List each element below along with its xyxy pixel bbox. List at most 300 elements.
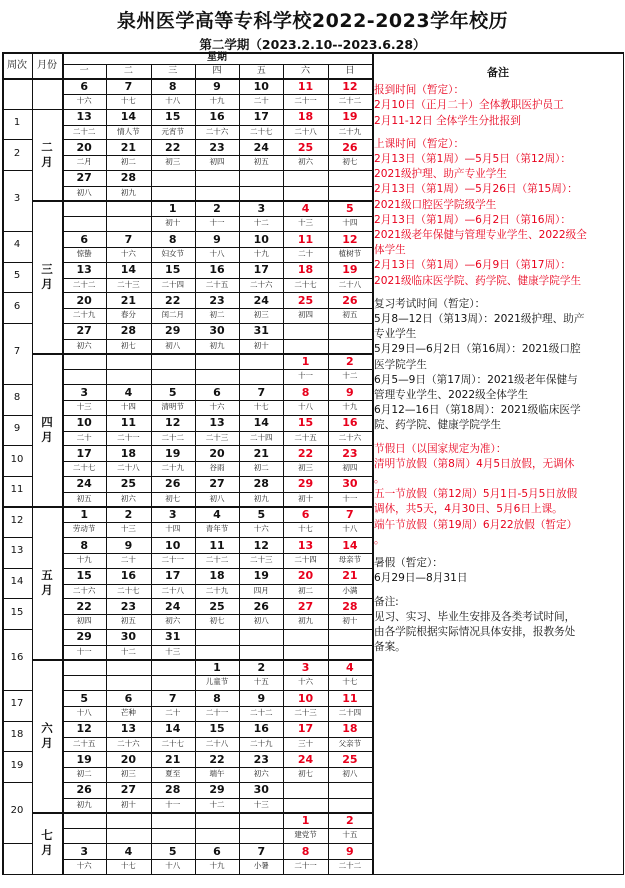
row-divider xyxy=(62,553,372,554)
lunar-label: 初三 xyxy=(253,310,269,320)
lunar-label: 十八 xyxy=(76,707,92,717)
week-divider xyxy=(2,109,32,110)
lunar-label: 初九 xyxy=(253,493,269,503)
day-number: 23 xyxy=(209,140,225,154)
lunar-label: 初五 xyxy=(76,493,92,503)
day-number: 28 xyxy=(342,599,358,613)
day-number: 27 xyxy=(76,171,92,185)
lunar-label: 十一 xyxy=(298,371,314,381)
day-number: 19 xyxy=(76,752,92,766)
lunar-label: 惊蛰 xyxy=(76,248,92,258)
lunar-label: 小暑 xyxy=(253,860,269,870)
day-number: 10 xyxy=(297,691,314,705)
month-divider xyxy=(32,109,62,110)
holiday-title: 节假日（以国家规定为准）： xyxy=(374,442,507,455)
week-number: 15 xyxy=(10,606,24,618)
lunar-label: 二十七 xyxy=(72,463,96,473)
week-number: 7 xyxy=(13,346,21,358)
lunar-label: 初十 xyxy=(342,616,358,626)
row-divider xyxy=(62,522,372,523)
day-number: 4 xyxy=(124,385,133,399)
note-line: 端午节放假（第19周）6月22放假（暂定） xyxy=(374,518,578,531)
day-number: 12 xyxy=(253,538,269,552)
day-number: 11 xyxy=(297,79,314,93)
day-number: 12 xyxy=(76,722,92,736)
day-number: 10 xyxy=(76,416,92,430)
report-section xyxy=(374,83,622,129)
day-number: 24 xyxy=(253,140,269,154)
row-divider xyxy=(62,737,372,738)
week-number: 20 xyxy=(10,805,24,817)
day-number: 4 xyxy=(346,660,354,674)
day-number: 21 xyxy=(342,569,358,583)
day-number: 10 xyxy=(165,538,181,552)
day-number: 14 xyxy=(342,538,358,552)
weekday-header: 一 xyxy=(79,66,89,76)
lunar-label: 初三 xyxy=(165,157,181,167)
lunar-label: 十五 xyxy=(342,830,358,840)
lunar-label: 初四 xyxy=(76,616,92,626)
lunar-label: 二十五 xyxy=(72,738,96,748)
day-number: 31 xyxy=(253,324,269,338)
holiday-lines xyxy=(374,457,622,548)
lunar-label: 二十九 xyxy=(72,310,96,320)
lunar-label: 十八 xyxy=(165,95,181,105)
week-divider xyxy=(2,292,32,293)
day-number: 17 xyxy=(253,263,269,277)
week-number: 1 xyxy=(13,116,21,128)
lunar-label: 二十六 xyxy=(117,738,140,748)
day-number: 21 xyxy=(253,446,269,460)
week-divider xyxy=(2,262,32,263)
lunar-label: 初十 xyxy=(253,340,269,350)
lunar-label: 十三 xyxy=(76,401,92,411)
day-number: 27 xyxy=(297,599,314,613)
note-line: 备案。 xyxy=(374,641,406,654)
lunar-label: 二十一 xyxy=(294,860,317,870)
lunar-label: 十一 xyxy=(209,218,225,228)
week-number: 18 xyxy=(10,728,24,740)
lunar-label: 十九 xyxy=(342,401,358,411)
day-number: 20 xyxy=(209,446,225,460)
summer-section xyxy=(374,556,622,586)
grid-line xyxy=(32,52,33,874)
lunar-label: 初八 xyxy=(342,769,358,779)
week-number: 17 xyxy=(10,698,24,710)
note-line: 2月13日（第1周）—6月2日（第16周）： xyxy=(374,213,571,226)
report-title: 报到时间（暂定）： xyxy=(374,84,465,97)
day-number: 11 xyxy=(297,232,314,246)
day-number: 7 xyxy=(124,232,133,246)
lunar-label: 二十二 xyxy=(205,554,229,564)
row-divider xyxy=(62,492,372,493)
lunar-label: 十二 xyxy=(209,799,225,809)
day-number: 4 xyxy=(301,201,310,215)
day-number: 29 xyxy=(297,477,314,491)
day-number: 25 xyxy=(120,477,137,491)
week-number: 14 xyxy=(10,575,24,587)
day-number: 5 xyxy=(346,201,354,215)
week-divider xyxy=(2,843,32,844)
lunar-label: 十一 xyxy=(76,646,92,656)
week-divider xyxy=(2,568,32,569)
lunar-label: 初四 xyxy=(298,310,314,320)
lunar-label: 十三 xyxy=(165,646,181,656)
week-divider xyxy=(2,384,32,385)
lunar-label: 十八 xyxy=(342,524,358,534)
lunar-label: 初七 xyxy=(120,340,136,350)
day-number: 18 xyxy=(297,263,314,277)
day-number: 13 xyxy=(209,416,225,430)
lunar-label: 二十九 xyxy=(338,126,362,136)
lunar-label: 初九 xyxy=(209,340,225,350)
day-number: 21 xyxy=(165,752,181,766)
note-line: 。 xyxy=(374,533,385,546)
lunar-label: 十九 xyxy=(253,248,269,258)
day-number: 1 xyxy=(301,813,310,827)
day-number: 27 xyxy=(120,783,137,797)
day-number: 13 xyxy=(76,110,92,124)
lunar-label: 二十七 xyxy=(250,126,273,136)
lunar-label: 二月 xyxy=(76,157,92,167)
summer-title: 暑假（暂定）： xyxy=(374,557,443,570)
lunar-label: 二十八 xyxy=(338,279,362,289)
day-number: 30 xyxy=(342,477,358,491)
month-label: 四月 xyxy=(41,414,53,444)
weekday-header: 六 xyxy=(301,66,311,76)
week-divider xyxy=(2,537,32,538)
lunar-label: 二十六 xyxy=(205,126,229,136)
lunar-label: 初十 xyxy=(165,218,181,228)
notes-heading: 备注 xyxy=(487,66,509,79)
note-line: 管理专业学生、2022级全体学生 xyxy=(374,389,529,402)
exam-lines xyxy=(374,312,622,434)
day-number: 3 xyxy=(301,660,310,674)
class-title: 上课时间（暂定）： xyxy=(374,137,465,150)
class-section xyxy=(374,137,622,289)
day-number: 24 xyxy=(165,599,181,613)
lunar-label: 初六 xyxy=(253,769,269,779)
row-divider xyxy=(62,94,372,95)
lunar-label: 十六 xyxy=(209,401,225,411)
lunar-label: 情人节 xyxy=(117,126,140,136)
day-number: 17 xyxy=(253,110,269,124)
week-divider xyxy=(2,721,32,722)
note-line: 2021级口腔医学院级学生 xyxy=(374,198,497,211)
day-number: 18 xyxy=(342,722,358,736)
lunar-label: 妇女节 xyxy=(161,248,184,258)
lunar-label: 春分 xyxy=(120,310,136,320)
day-number: 11 xyxy=(120,416,137,430)
day-number: 25 xyxy=(209,599,225,613)
day-number: 29 xyxy=(165,324,181,338)
lunar-label: 母亲节 xyxy=(338,554,362,564)
remark-lines xyxy=(374,610,622,656)
day-number: 24 xyxy=(253,293,269,307)
lunar-label: 青年节 xyxy=(205,524,229,534)
month-divider xyxy=(32,200,62,201)
lunar-label: 十二 xyxy=(120,646,136,656)
day-number: 8 xyxy=(301,385,310,399)
lunar-label: 初四 xyxy=(209,157,225,167)
day-number: 17 xyxy=(165,569,181,583)
day-number: 13 xyxy=(76,263,92,277)
day-number: 22 xyxy=(76,599,92,613)
semester-subtitle: 第二学期（2023.2.10--2023.6.28） xyxy=(199,37,426,52)
day-number: 19 xyxy=(342,263,358,277)
lunar-label: 初二 xyxy=(120,157,136,167)
day-number: 18 xyxy=(297,110,314,124)
day-number: 26 xyxy=(253,599,269,613)
week-divider xyxy=(2,415,32,416)
month-label: 七月 xyxy=(41,828,53,857)
day-number: 30 xyxy=(120,630,137,644)
note-line: 2月11-12日 全体学生分批报到 xyxy=(374,114,521,127)
day-number: 14 xyxy=(165,722,181,736)
day-number: 13 xyxy=(297,538,314,552)
day-number: 9 xyxy=(124,538,133,552)
day-number: 17 xyxy=(76,446,92,460)
lunar-label: 二十四 xyxy=(250,432,273,442)
lunar-label: 十六 xyxy=(120,248,136,258)
day-number: 5 xyxy=(168,844,177,858)
day-number: 11 xyxy=(342,691,358,705)
day-number: 1 xyxy=(80,507,88,521)
day-number: 6 xyxy=(213,385,221,399)
remark-title: 备注: xyxy=(374,595,399,608)
lunar-label: 二十三 xyxy=(205,432,229,442)
day-number: 31 xyxy=(165,630,181,644)
note-line: 清明节放假（第8周）4月5日放假，无调休 xyxy=(374,457,575,470)
row-divider xyxy=(62,828,372,829)
day-number: 4 xyxy=(124,844,133,858)
lunar-label: 初二 xyxy=(76,769,92,779)
day-number: 26 xyxy=(165,477,181,491)
lunar-label: 初五 xyxy=(120,616,136,626)
day-number: 5 xyxy=(80,691,88,705)
lunar-label: 夏至 xyxy=(165,769,181,779)
table-border xyxy=(623,52,625,874)
day-number: 26 xyxy=(342,140,358,154)
day-number: 3 xyxy=(80,385,88,399)
week-number: 11 xyxy=(10,484,24,496)
row-divider xyxy=(62,675,372,676)
lunar-label: 初五 xyxy=(253,157,269,167)
lunar-label: 建党节 xyxy=(294,830,317,840)
day-number: 25 xyxy=(297,293,314,307)
day-number: 25 xyxy=(342,752,358,766)
lunar-label: 初二 xyxy=(253,463,269,473)
day-number: 12 xyxy=(342,79,358,93)
week-number: 12 xyxy=(10,514,24,526)
note-line: 2021级老年保健与管理专业学生、2022级全 xyxy=(374,229,587,242)
lunar-label: 初七 xyxy=(209,616,225,626)
day-number: 8 xyxy=(213,691,221,705)
page-title: 泉州医学高等专科学校2022-2023学年校历 xyxy=(116,10,509,32)
day-number: 8 xyxy=(80,538,88,552)
notes-panel xyxy=(374,58,622,655)
day-number: 16 xyxy=(120,569,137,583)
lunar-label: 初六 xyxy=(165,616,181,626)
lunar-label: 二十六 xyxy=(250,279,273,289)
weekday-header: 五 xyxy=(256,66,266,76)
month-column-header: 月份 xyxy=(37,60,57,71)
lunar-label: 闰二月 xyxy=(161,310,184,320)
exam-section xyxy=(374,297,622,434)
row-divider xyxy=(62,584,372,585)
lunar-label: 元宵节 xyxy=(161,126,184,136)
lunar-label: 初六 xyxy=(120,493,136,503)
week-number: 3 xyxy=(13,193,21,205)
report-lines xyxy=(374,98,622,128)
lunar-label: 二十一 xyxy=(294,95,317,105)
day-number: 10 xyxy=(253,79,269,93)
note-line: 2月13日（第1周）—5月5日（第12周）： xyxy=(374,153,571,166)
month-divider xyxy=(32,659,62,660)
week-divider xyxy=(2,476,32,477)
weekday-group-header: 星期 xyxy=(207,52,227,63)
month-divider xyxy=(32,353,62,354)
lunar-label: 二十七 xyxy=(161,738,184,748)
week-number: 13 xyxy=(10,545,24,557)
day-number: 20 xyxy=(76,140,92,154)
day-number: 28 xyxy=(165,783,181,797)
note-line: 6月5—9日（第17周）：2021级老年保健与 xyxy=(374,373,578,386)
lunar-label: 初九 xyxy=(76,799,92,809)
lunar-label: 十八 xyxy=(165,860,181,870)
lunar-label: 二十二 xyxy=(338,860,362,870)
day-number: 3 xyxy=(257,201,266,215)
day-number: 22 xyxy=(165,293,181,307)
day-number: 29 xyxy=(209,783,225,797)
lunar-label: 十八 xyxy=(209,248,225,258)
week-divider xyxy=(2,323,32,324)
lunar-label: 十七 xyxy=(298,524,314,534)
lunar-label: 二十九 xyxy=(161,463,184,473)
day-number: 26 xyxy=(342,293,358,307)
lunar-label: 十一 xyxy=(342,493,358,503)
day-number: 27 xyxy=(209,477,225,491)
day-number: 11 xyxy=(209,538,225,552)
day-number: 15 xyxy=(297,416,314,430)
lunar-label: 植树节 xyxy=(338,248,362,258)
lunar-label: 二十二 xyxy=(338,95,362,105)
day-number: 12 xyxy=(342,232,358,246)
day-number: 9 xyxy=(213,232,221,246)
row-divider xyxy=(62,645,372,646)
note-line: 。 xyxy=(374,473,385,486)
lunar-label: 十九 xyxy=(76,554,92,564)
day-number: 16 xyxy=(209,263,225,277)
lunar-label: 二十一 xyxy=(161,554,184,564)
lunar-label: 二十四 xyxy=(161,279,184,289)
table-border xyxy=(2,874,624,876)
lunar-label: 初二 xyxy=(209,310,225,320)
day-number: 19 xyxy=(253,569,269,583)
lunar-label: 十六 xyxy=(76,860,92,870)
day-number: 22 xyxy=(165,140,181,154)
month-label: 五月 xyxy=(41,567,53,597)
lunar-label: 初九 xyxy=(298,616,314,626)
lunar-label: 十三 xyxy=(253,799,269,809)
lunar-label: 二十八 xyxy=(205,738,229,748)
lunar-label: 儿童节 xyxy=(205,677,229,687)
lunar-label: 十四 xyxy=(165,524,181,534)
day-number: 6 xyxy=(124,691,133,705)
lunar-label: 二十九 xyxy=(250,738,273,748)
lunar-label: 清明节 xyxy=(161,401,184,411)
day-number: 14 xyxy=(120,110,137,124)
day-number: 14 xyxy=(253,416,269,430)
lunar-label: 十九 xyxy=(209,860,225,870)
day-number: 28 xyxy=(120,324,137,338)
lunar-label: 十二 xyxy=(253,218,269,228)
day-number: 26 xyxy=(76,783,92,797)
lunar-label: 二十 xyxy=(253,95,269,105)
week-divider xyxy=(2,445,32,446)
day-number: 6 xyxy=(301,507,310,521)
lunar-label: 初五 xyxy=(342,310,358,320)
lunar-label: 父亲节 xyxy=(338,738,362,748)
day-number: 16 xyxy=(253,722,269,736)
weekday-header: 二 xyxy=(123,66,133,76)
lunar-label: 二十六 xyxy=(72,585,96,595)
lunar-label: 初二 xyxy=(298,585,314,595)
lunar-label: 二十三 xyxy=(294,707,317,717)
lunar-label: 二十八 xyxy=(161,585,184,595)
lunar-label: 二十九 xyxy=(205,585,229,595)
day-number: 6 xyxy=(80,232,88,246)
note-line: 2021级护理、助产专业学生 xyxy=(374,168,507,181)
row-divider xyxy=(62,155,372,156)
day-number: 2 xyxy=(213,201,221,215)
note-line: 院、药学院、健康学院学生 xyxy=(374,419,502,432)
day-number: 10 xyxy=(253,232,269,246)
lunar-label: 二十五 xyxy=(294,432,317,442)
lunar-label: 十六 xyxy=(298,677,314,687)
lunar-label: 芒种 xyxy=(120,707,136,717)
lunar-label: 十六 xyxy=(76,95,92,105)
lunar-label: 初六 xyxy=(76,340,92,350)
day-number: 17 xyxy=(297,722,314,736)
day-number: 8 xyxy=(301,844,310,858)
week-column-header: 周次 xyxy=(7,60,27,71)
day-number: 28 xyxy=(253,477,269,491)
lunar-label: 初七 xyxy=(298,769,314,779)
lunar-label: 初六 xyxy=(298,157,314,167)
holiday-section xyxy=(374,442,622,548)
row-divider xyxy=(62,767,372,768)
day-number: 12 xyxy=(165,416,181,430)
day-number: 1 xyxy=(168,201,177,215)
day-number: 13 xyxy=(120,722,137,736)
week-divider xyxy=(2,782,32,783)
note-line: 医学院学生 xyxy=(374,358,427,371)
day-number: 1 xyxy=(213,660,221,674)
lunar-label: 初十 xyxy=(298,493,314,503)
row-divider xyxy=(62,706,372,707)
lunar-label: 二十六 xyxy=(338,432,362,442)
lunar-label: 二十 xyxy=(120,554,136,564)
lunar-label: 十三 xyxy=(298,218,314,228)
lunar-label: 二十 xyxy=(165,707,181,717)
note-line: 专业学生 xyxy=(374,328,417,341)
lunar-label: 十七 xyxy=(342,677,358,687)
month-label: 三月 xyxy=(41,261,53,291)
day-number: 4 xyxy=(213,507,221,521)
day-number: 24 xyxy=(297,752,314,766)
week-number: 19 xyxy=(10,759,24,771)
